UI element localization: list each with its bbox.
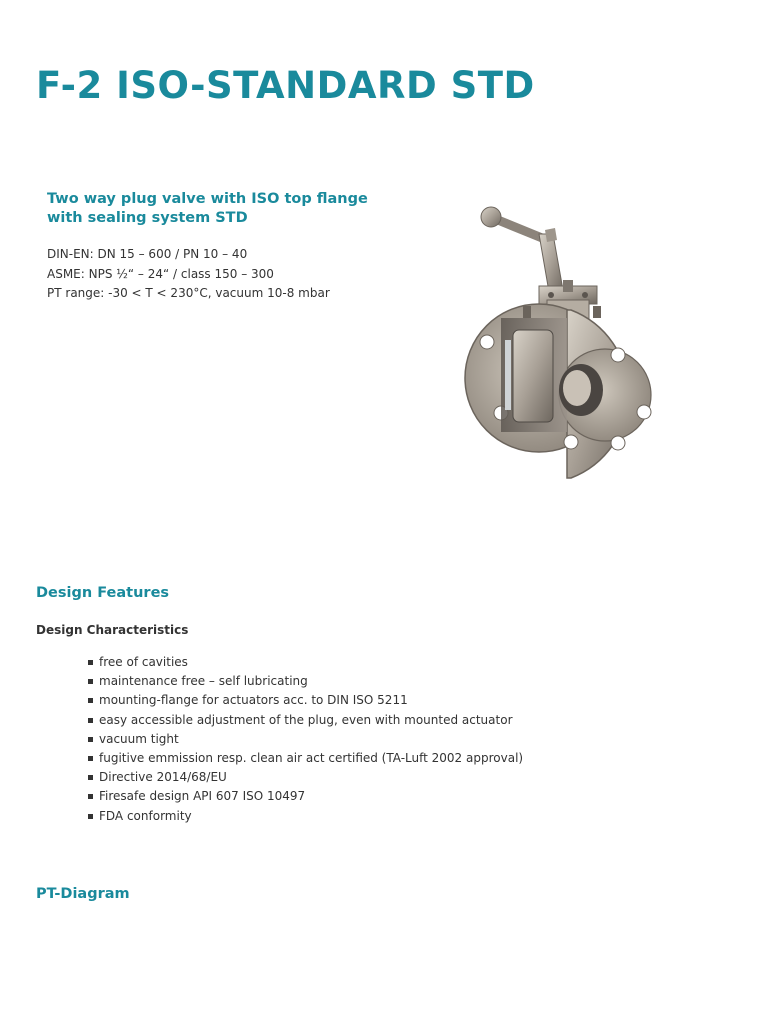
feature-text: FDA conformity [99,808,192,823]
list-item [87,807,523,826]
feature-text: maintenance free – self lubricating [99,674,308,689]
feature-text: vacuum tight [99,731,179,746]
spec-asme: ASME: NPS ½“ – 24“ / class 150 – 300 [47,266,274,281]
feature-text: free of cavities [99,655,188,669]
bullet-icon [88,794,93,799]
list-item [87,768,523,787]
bullet-icon [88,660,93,665]
list-item [87,691,523,710]
plug-valve-cutaway-icon [455,200,670,490]
bullet-icon [88,756,93,761]
bullet-icon [88,698,93,703]
bullet-icon [88,737,93,742]
list-item [87,653,523,672]
list-item [87,787,523,806]
product-subtitle: Two way plug valve with ISO top flange with sealing system STD [47,191,368,226]
list-item [87,730,523,749]
page-title: F-2 ISO-STANDARD STD [36,64,535,107]
design-characteristics-heading: Design Characteristics [36,623,189,637]
bullet-icon [88,718,93,723]
design-features-heading: Design Features [36,585,170,601]
bullet-icon [88,814,93,819]
pt-diagram-heading: PT-Diagram [36,886,130,902]
feature-text: mounting-flange for actuators acc. to DIN ISO 5211 [99,693,408,708]
list-item [87,711,523,730]
feature-text: fugitive emmission resp. clean air act certified (TA-Luft 2002 approval) [99,751,524,766]
list-item [87,749,523,768]
spec-pt-range: PT range: -30 < T < 230°C, vacuum 10-8 mbar [47,286,330,300]
spec-list [47,245,330,304]
list-item [87,672,523,691]
bullet-icon [88,679,93,684]
bullet-icon [88,775,93,780]
spec-din-en: DIN-EN: DN 15 – 600 / PN 10 – 40 [47,247,248,261]
feature-text: easy accessible adjustment of the plug, even with mounted actuator [99,712,513,727]
feature-text: Directive 2014/68/EU [99,770,227,785]
features-list [87,653,523,826]
feature-text: Firesafe design API 607 ISO 10497 [99,789,306,804]
